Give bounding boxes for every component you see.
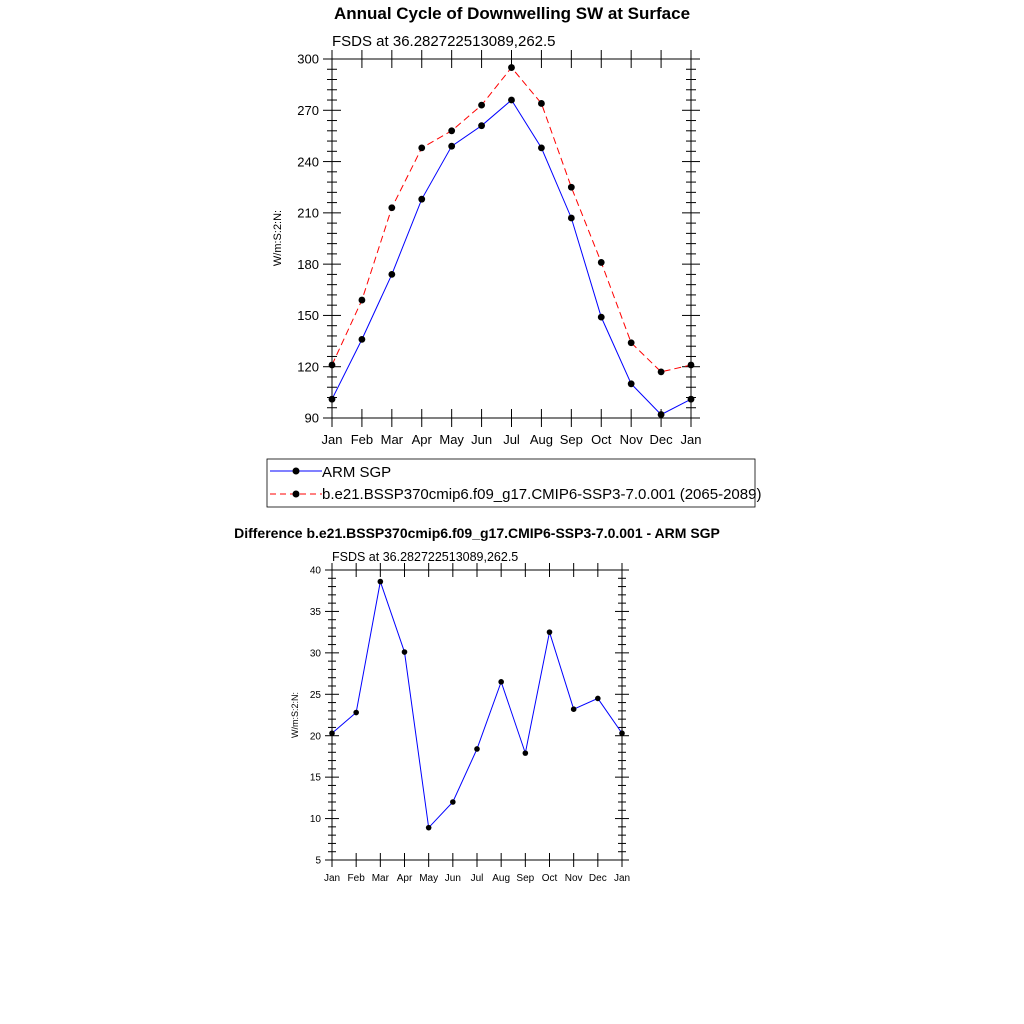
bottom-plot-area bbox=[310, 563, 630, 884]
top-chart-ytick-label: 270 bbox=[297, 102, 319, 118]
top-chart-xtick-label: Jun bbox=[471, 432, 493, 447]
bottom-chart-series-0-point bbox=[353, 710, 359, 716]
bottom-chart-xtick-label: Oct bbox=[541, 873, 558, 884]
top-chart-series-0-point bbox=[418, 196, 425, 203]
top-chart-xtick-label: Jan bbox=[321, 432, 343, 447]
top-chart-ytick-label: 90 bbox=[304, 410, 319, 426]
bottom-chart-ytick-label: 30 bbox=[309, 648, 321, 660]
bottom-chart-xtick-label: Aug bbox=[492, 873, 511, 884]
top-chart-series-0-point bbox=[538, 144, 545, 151]
bottom-chart-title: Difference b.e21.BSSP370cmip6.f09_g17.CMIP6-SSP3-7.0.001 - ARM SGP bbox=[234, 525, 720, 541]
bottom-chart-xtick-label: Nov bbox=[564, 873, 583, 884]
bottom-chart-xtick-label: Feb bbox=[347, 873, 365, 884]
bottom-chart-ytick-label: 25 bbox=[309, 689, 321, 701]
bottom-chart-xtick-label: Mar bbox=[371, 873, 389, 884]
bottom-chart-subtitle: FSDS at 36.282722513089,262.5 bbox=[332, 550, 519, 564]
top-chart-series-1-point bbox=[359, 297, 366, 304]
legend-marker-arm-sgp bbox=[293, 468, 300, 475]
top-chart-series-1-point bbox=[568, 184, 575, 191]
bottom-chart-series-0-point bbox=[450, 799, 456, 805]
top-chart-series-1-point bbox=[329, 362, 336, 369]
legend-marker-model bbox=[293, 491, 300, 498]
legend-label-model: b.e21.BSSP370cmip6.f09_g17.CMIP6-SSP3-7.0.001 (2065-2089) bbox=[322, 486, 762, 503]
bottom-chart-series-0-point bbox=[498, 679, 504, 685]
top-chart-ytick-label: 240 bbox=[297, 154, 319, 170]
top-plot-area bbox=[297, 50, 701, 447]
top-chart-xtick-label: Sep bbox=[559, 432, 583, 447]
top-chart-series-1-point bbox=[448, 127, 455, 134]
bottom-chart-series-0-point bbox=[426, 825, 432, 831]
top-chart-ytick-label: 120 bbox=[297, 359, 319, 375]
bottom-chart-series-0-point bbox=[619, 730, 625, 736]
bottom-chart-ytick-label: 15 bbox=[309, 772, 321, 784]
bottom-chart-ytick-label: 40 bbox=[309, 565, 321, 577]
top-chart-series-1-point bbox=[508, 64, 515, 71]
top-chart-series-0-point bbox=[598, 314, 605, 321]
top-chart-series-0-point bbox=[329, 396, 336, 403]
bottom-chart-xtick-label: Sep bbox=[516, 873, 535, 884]
bottom-chart-series-0-point bbox=[474, 746, 480, 752]
top-chart-ytick-label: 300 bbox=[297, 51, 319, 67]
top-chart-xtick-label: Dec bbox=[649, 432, 673, 447]
top-chart-subtitle: FSDS at 36.282722513089,262.5 bbox=[332, 33, 556, 50]
top-chart-ytick-label: 150 bbox=[297, 308, 319, 324]
top-chart-series-0-point bbox=[688, 396, 695, 403]
top-chart-ytick-label: 180 bbox=[297, 256, 319, 272]
bottom-chart-xtick-label: Apr bbox=[396, 873, 413, 884]
top-chart-series-1-point bbox=[628, 339, 635, 346]
top-chart-series-0-point bbox=[448, 143, 455, 150]
top-chart-xtick-label: May bbox=[439, 432, 464, 447]
bottom-chart-xtick-label: Jun bbox=[444, 873, 461, 884]
top-chart-frame bbox=[332, 59, 691, 418]
top-chart-series-0-point bbox=[628, 380, 635, 387]
bottom-chart-series-0-point bbox=[595, 696, 601, 702]
top-chart-series-1-point bbox=[658, 368, 665, 375]
top-chart-xtick-label: Mar bbox=[380, 432, 404, 447]
top-chart-ylabel: W/m:S:2:N: bbox=[272, 209, 284, 267]
top-chart-series-line-1 bbox=[332, 68, 691, 372]
bottom-chart-series-0-point bbox=[329, 730, 335, 736]
bottom-chart-xtick-label: Jul bbox=[470, 873, 484, 884]
top-chart-series-0-point bbox=[359, 336, 366, 343]
legend-label-arm-sgp: ARM SGP bbox=[322, 464, 392, 481]
bottom-chart-xtick-label: Jan bbox=[323, 873, 341, 884]
top-chart-series-0-point bbox=[508, 97, 515, 104]
bottom-chart-xtick-label: Jan bbox=[613, 873, 631, 884]
top-chart-series-0-point bbox=[658, 411, 665, 418]
bottom-chart-ylabel: W/m:S:2:N: bbox=[290, 691, 300, 739]
top-chart-xtick-label: Jan bbox=[680, 432, 702, 447]
top-chart-xtick-label: Nov bbox=[619, 432, 643, 447]
top-chart-series-1-point bbox=[688, 362, 695, 369]
bottom-chart-ytick-label: 20 bbox=[309, 731, 321, 743]
bottom-chart-series-0-point bbox=[402, 649, 408, 655]
bottom-chart-series-0-point bbox=[378, 579, 384, 585]
bottom-chart-ytick-label: 5 bbox=[315, 855, 321, 867]
bottom-chart-ytick-label: 35 bbox=[309, 607, 321, 619]
bottom-chart-xtick-label: May bbox=[419, 873, 439, 884]
top-chart-xtick-label: Feb bbox=[350, 432, 374, 447]
bottom-chart-xtick-label: Dec bbox=[588, 873, 607, 884]
bottom-chart-series-0-point bbox=[571, 706, 577, 712]
top-chart-series-1-point bbox=[388, 204, 395, 211]
top-chart-series-0-point bbox=[388, 271, 395, 278]
top-chart-series-0-point bbox=[478, 122, 485, 129]
legend bbox=[267, 459, 761, 507]
bottom-chart-series-line-0 bbox=[332, 582, 622, 828]
top-chart-series-line-0 bbox=[332, 100, 691, 415]
top-chart-ytick-label: 210 bbox=[297, 205, 319, 221]
top-chart-series-0-point bbox=[568, 215, 575, 222]
bottom-chart-series-0-point bbox=[547, 629, 553, 635]
top-chart-series-1-point bbox=[478, 102, 485, 109]
top-chart-xtick-label: Oct bbox=[591, 432, 612, 447]
bottom-chart-frame bbox=[332, 570, 622, 860]
top-chart-xtick-label: Apr bbox=[411, 432, 432, 447]
top-chart-series-1-point bbox=[418, 144, 425, 151]
top-chart-title: Annual Cycle of Downwelling SW at Surface bbox=[333, 4, 691, 23]
top-chart-series-1-point bbox=[538, 100, 545, 107]
top-chart-series-1-point bbox=[598, 259, 605, 266]
bottom-chart-ytick-label: 10 bbox=[309, 814, 321, 826]
top-chart-xtick-label: Jul bbox=[503, 432, 520, 447]
bottom-chart-series-0-point bbox=[523, 750, 529, 756]
top-chart-xtick-label: Aug bbox=[529, 432, 553, 447]
